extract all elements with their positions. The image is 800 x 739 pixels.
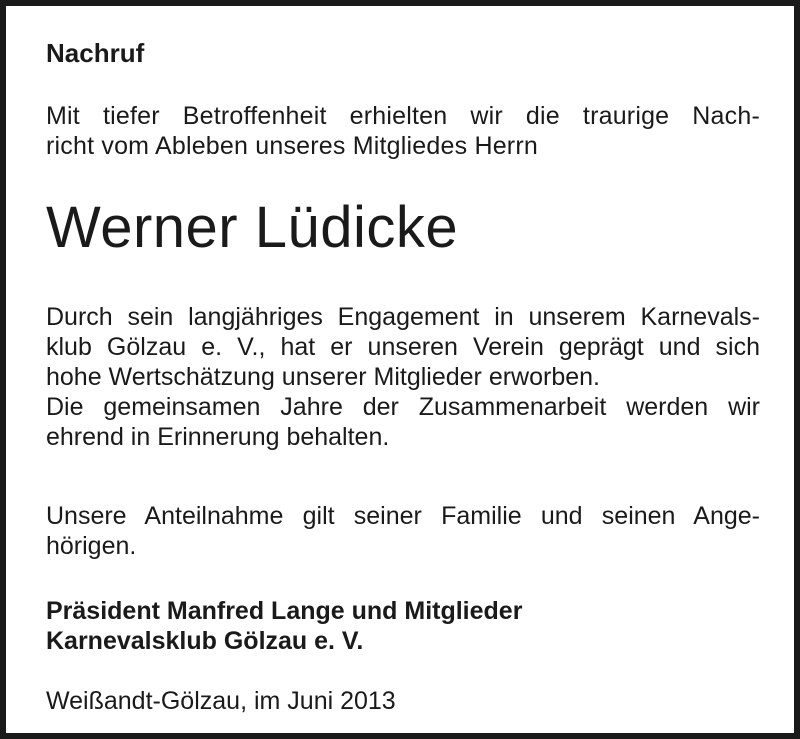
- signer-line: Karnevalsklub Gölzau e. V.: [46, 627, 364, 655]
- notice-heading: Nachruf: [46, 38, 145, 68]
- intro-line: Mit tiefer Betroffenheit erhielten wir die traurige Nach-: [46, 102, 760, 130]
- condolence-paragraph: [46, 501, 760, 561]
- tribute-line: Durch sein langjähriges Engagement in unserem Karnevals-: [46, 303, 760, 331]
- signer-line: Präsident Manfred Lange und Mitglieder: [46, 597, 523, 625]
- condolence-line: Unsere Anteilnahme gilt seiner Familie und seinen Ange-: [46, 502, 760, 530]
- tribute-line: hohe Wertschätzung unserer Mitglieder erworben.: [46, 363, 600, 391]
- tribute-line: klub Gölzau e. V., hat er unseren Verein geprägt und sich: [46, 333, 760, 361]
- deceased-name: Werner Lüdicke: [46, 195, 459, 260]
- tribute-line: ehrend in Erinnerung behalten.: [46, 423, 390, 451]
- tribute-paragraph: [46, 302, 760, 452]
- condolence-line: hörigen.: [46, 532, 137, 560]
- place-date: Weißandt-Gölzau, im Juni 2013: [46, 687, 396, 715]
- signature-block: [46, 596, 760, 656]
- intro-text: [46, 101, 760, 161]
- intro-line: richt vom Ableben unseres Mitgliedes Herrn: [46, 132, 538, 160]
- tribute-line: Die gemeinsamen Jahre der Zusammenarbeit werden wir: [46, 393, 760, 421]
